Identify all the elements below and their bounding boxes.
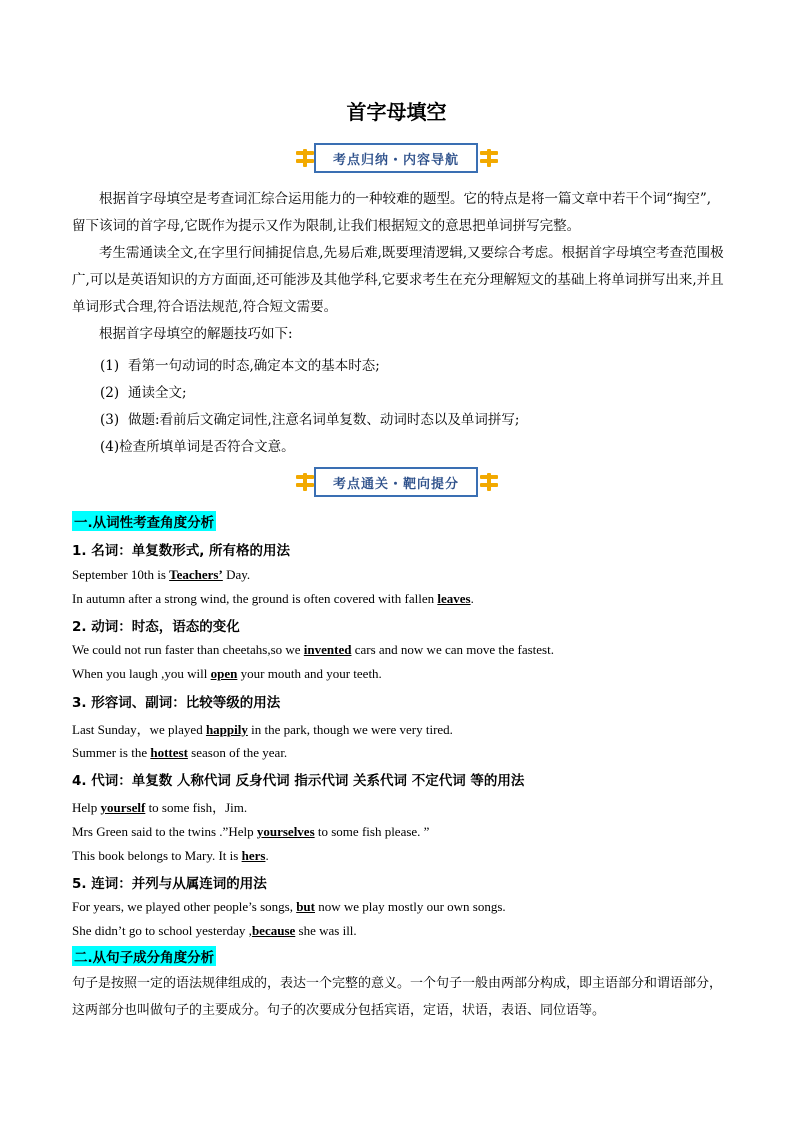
example-sentence: Last Sunday，we played happily in the park, though we were very tired. <box>72 722 453 737</box>
answer-word: yourselves <box>256 824 315 839</box>
banner-decoration-icon <box>480 473 498 491</box>
step-number: (1) <box>100 358 120 374</box>
answer-word: open <box>210 666 238 681</box>
page-title: 首字母填空 <box>346 100 447 124</box>
answer-word: hers <box>241 848 266 863</box>
example-sentence: Summer is the hottest season of the year. <box>72 745 288 760</box>
section-heading-1: 一.从词性考查角度分析 <box>72 511 216 531</box>
section-banner-summary <box>296 143 498 173</box>
example-sentence: This book belongs to Mary. It is hers. <box>72 848 269 863</box>
step-item-4: (4)检查所填单词是否符合文意。 <box>100 439 295 455</box>
example-sentence: For years, we played other people’s songs, but now we play mostly our own songs. <box>72 899 506 914</box>
subheading-verbs: 2. 动词：时态，语态的变化 <box>72 619 240 635</box>
answer-word: Teachers’ <box>169 567 223 582</box>
section-banner-practice <box>296 467 498 497</box>
example-sentence: We could not run faster than cheetahs,so we invented cars and now we can move the fastest. <box>72 642 554 657</box>
answer-word: happily <box>205 722 248 737</box>
example-sentence: Help yourself to some fish，Jim. <box>72 800 248 815</box>
subheading-pronouns: 4. 代词：单复数 人称代词 反身代词 指示代词 关系代词 不定代词 等的用法 <box>72 773 525 789</box>
subheading-conjunctions: 5. 连词：并列与从属连词的用法 <box>72 876 267 892</box>
intro-paragraph-1: 根据首字母填空是考查词汇综合运用能力的一种较难的题型。它的特点是将一篇文章中若干个词“掏空”,留下该词的首字母,它既作为提示又作为限制,让我们根据短文的意思把单词拼写完整。 <box>72 191 712 234</box>
step-item <box>100 354 380 374</box>
banner-decoration-icon <box>296 149 314 167</box>
step-text: 看第一句动词的时态,确定本文的基本时态; <box>128 358 380 374</box>
answer-word: leaves <box>437 591 471 606</box>
example-sentence: Mrs Green said to the twins .”Help yourselves to some fish please. ” <box>72 824 430 839</box>
answer-word: yourself <box>100 800 146 815</box>
example-sentence: In autumn after a strong wind, the ground is often covered with fallen leaves. <box>72 591 474 606</box>
step-item <box>100 381 187 401</box>
step-text: 做题:看前后文确定词性,注意名词单复数、动词时态以及单词拼写; <box>128 412 520 428</box>
intro-paragraph-3: 根据首字母填空的解题技巧如下: <box>99 326 293 342</box>
answer-word: hottest <box>150 745 188 760</box>
step-number: (2) <box>100 385 120 401</box>
answer-word: invented <box>303 642 352 657</box>
example-sentence: She didn’t go to school yesterday ,because she was ill. <box>72 923 357 938</box>
section-heading-2: 二.从句子成分角度分析 <box>72 946 216 966</box>
step-number: (3) <box>100 412 120 428</box>
answer-word: because <box>251 923 296 938</box>
step-item <box>100 408 519 428</box>
answer-word: but <box>296 899 315 914</box>
banner-decoration-icon <box>296 473 314 491</box>
banner-label: 考点通关・靶向提分 <box>314 467 478 497</box>
banner-decoration-icon <box>480 149 498 167</box>
step-text: 通读全文; <box>128 385 187 401</box>
subheading-adjectives: 3. 形容词、副词：比较等级的用法 <box>72 695 281 711</box>
example-sentence: When you laugh ,you will open your mouth and your teeth. <box>72 666 382 681</box>
example-sentence: September 10th is Teachers’ Day. <box>72 567 251 582</box>
banner-label: 考点归纳・内容导航 <box>314 143 478 173</box>
section2-paragraph: 句子是按照一定的语法规律组成的，表达一个完整的意义。一个句子一般由两部分构成，即主语部分和谓语部分，这两部分也叫做句子的主要成分。句子的次要成分包括宾语，定语，状语，表语、同位语等。 <box>72 976 723 1018</box>
intro-paragraph-2: 考生需通读全文,在字里行间捕捉信息,先易后难,既要理清逻辑,又要综合考虑。根据首字母填空考查范围极广,可以是英语知识的方方面面,还可能涉及其他学科,它要求考生在充分理解短文的基础上将单词拼写出来,并且单词形式合理,符合语法规范,符合短文需要。 <box>72 245 724 315</box>
subheading-nouns: 1. 名词：单复数形式, 所有格的用法 <box>72 543 291 559</box>
